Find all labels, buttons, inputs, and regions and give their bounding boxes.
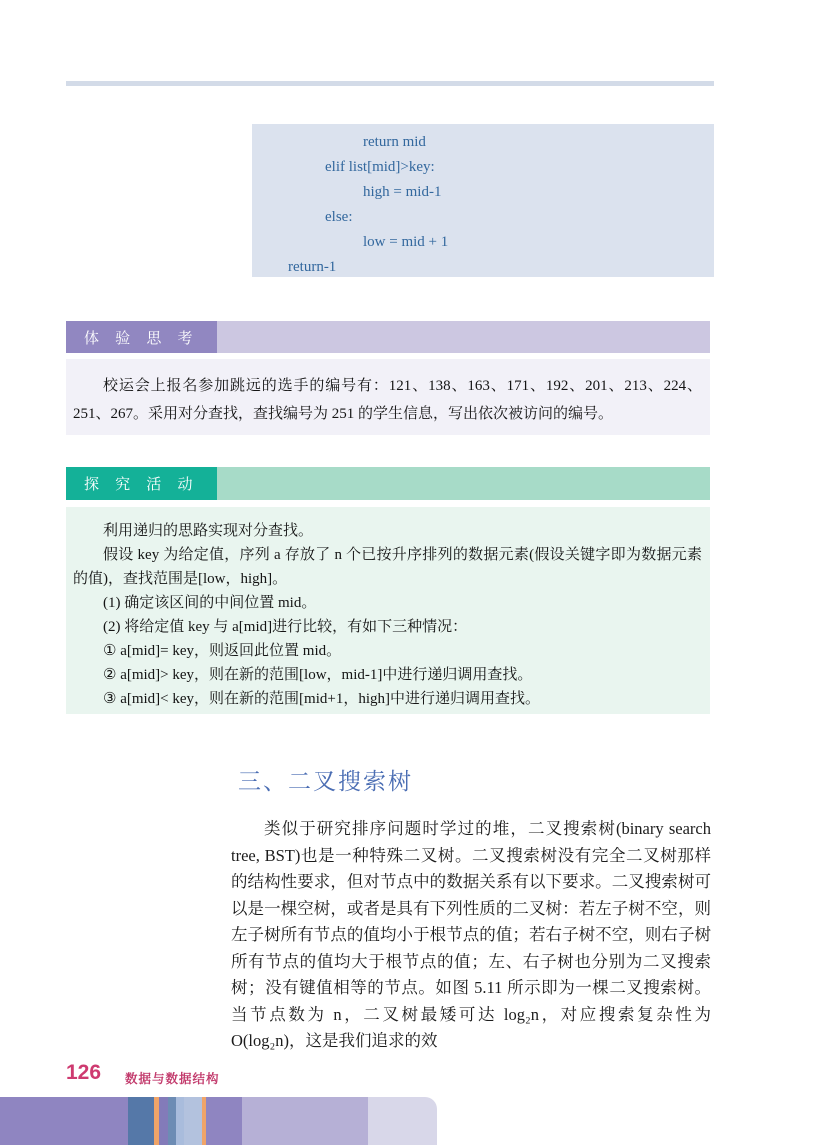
explore-list-item: ① a[mid]= key，则返回此位置 mid。 [103,643,342,659]
footer-bar-segment [242,1097,368,1145]
explore-list-item: (2) 将给定值 key 与 a[mid]进行比较，有如下三种情况： [103,619,468,635]
experience-section-body [66,359,710,435]
explore-paragraph: 假设 key 为给定值，序列 a 存放了 n 个已按升序排列的数据元素(假设关键字即为数据元素的值)，查找范围是[low，high]。 [73,547,702,587]
section-heading-binary-search-tree: 三、二叉搜索树 [238,768,413,794]
experience-header-strip [217,321,710,353]
explore-section-header [66,467,710,500]
code-line: high = mid-1 [363,184,442,200]
decorative-footer-bar [0,1097,437,1145]
explore-header-strip [217,467,710,500]
code-line: return-1 [288,259,337,275]
code-line: elif list[mid]>key: [325,159,435,175]
book-title: 数据与数据结构 [125,1072,220,1086]
explore-list-item: ③ a[mid]< key，则在新的范围[mid+1，high]中进行递归调用查找。 [103,691,541,707]
explore-list-item: ② a[mid]> key，则在新的范围[low，mid-1]中进行递归调用查找。 [103,667,533,683]
footer-bar-segment [159,1097,168,1145]
explore-paragraph: 利用递归的思路实现对分查找。 [103,523,314,539]
experience-exercise-text: 校运会上报名参加跳远的选手的编号有：121、138、163、171、192、201、213、224、251、267。采用对分查找，查找编号为 251 的学生信息，写出依次被访问的编号。 [73,378,702,422]
footer-bar-segment [0,1097,128,1145]
footer-bar-segment [128,1097,154,1145]
python-code-block [252,124,714,277]
experience-section-header [66,321,710,353]
top-divider-rule [66,81,714,86]
code-line: else: [325,209,353,225]
page-number: 126 [66,1061,102,1084]
footer-bar-segment [368,1097,437,1145]
footer-bar-segment [184,1097,202,1145]
footer-bar-segment [168,1097,176,1145]
explore-section-body [66,507,710,714]
footer-bar-segment [176,1097,184,1145]
footer-bar-segment [206,1097,242,1145]
explore-section-title: 探 究 活 动 [66,467,217,500]
experience-section-title: 体 验 思 考 [66,321,217,353]
explore-list-item: (1) 确定该区间的中间位置 mid。 [103,595,317,611]
body-paragraph: 类似于研究排序问题时学过的堆，二叉搜索树(binary search tree, BST)也是一种特殊二叉树。二叉搜索树没有完全二叉树那样的结构性要求，但对节点中的数据关系有以下要求。二叉搜索树可以是一棵空树，或者是具有下列性质的二叉树：若左子树不空，则左子树所有节点的值均小于根节点的值；若右子树不空，则右子树所有节点的值均大于根节点的值；左、右子树也分别为二叉搜索树；没有键值相等的节点。如图 5.11 所示即为一棵二叉搜索树。当节点数为 n，二叉树最矮可达 log₂n，对应搜索复杂性为 O(log₂n)，这是我们追求的效 [231,819,711,1050]
code-line: return mid [363,134,426,150]
code-line: low = mid + 1 [363,234,449,250]
